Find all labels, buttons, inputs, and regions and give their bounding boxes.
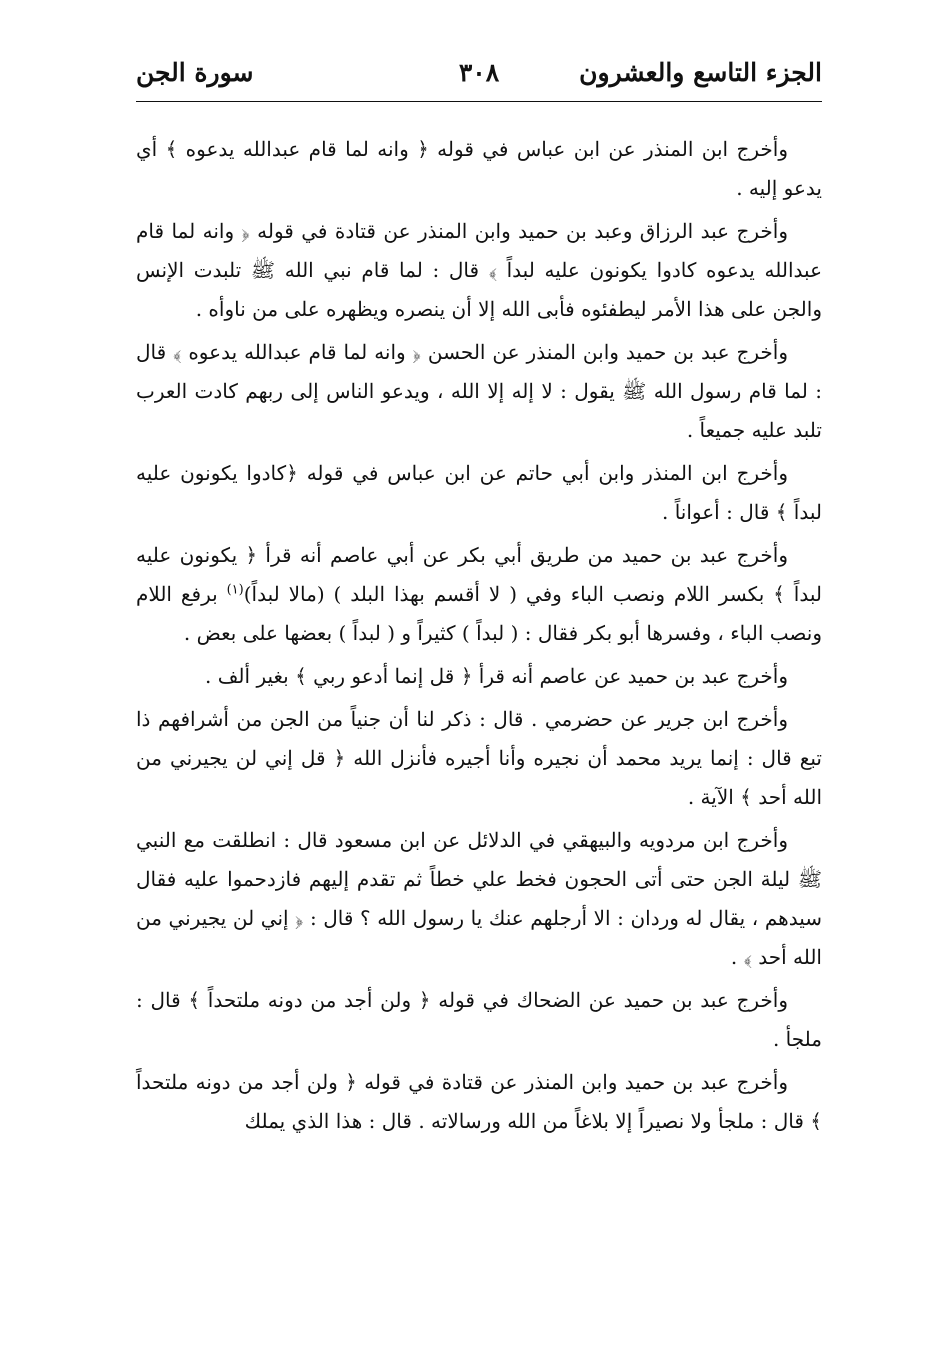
running-header <box>136 56 822 100</box>
paragraph: وأخرج عبد بن حميد عن عاصم أنه قرأ ﴿ قل إنما أدعو ربي ﴾ بغير ألف . <box>205 664 788 688</box>
paragraph: وأخرج ابن جرير عن حضرمي . قال : ذكر لنا أن جنياً من الجن من أشرافهم ذا تبع قال : إنما يريد محمد أن نجيره وأنا أجيره فأنزل الله ﴿ قل إني لن يجيرني من الله أحد ﴾ الآية . <box>136 707 822 809</box>
paragraph: وأخرج ابن المنذر عن ابن عباس في قوله ﴿ وانه لما قام عبدالله يدعوه ﴾ أي يدعو إليه . <box>136 137 822 200</box>
surah-title: سورة الجن <box>136 58 254 87</box>
paragraph-text-tail: برفع اللام ونصب الباء ، وفسرها أبو بكر فقال : ( لبداً ) كثيراً و ( لبداً ) بعضها على بعض . <box>136 582 822 645</box>
paragraph: وأخرج عبد بن حميد عن الضحاك في قوله ﴿ ولن أجد من دونه ملتحداً ﴾ قال : ملجأ . <box>136 988 822 1051</box>
footnote-marker: (١) <box>226 582 244 598</box>
paragraph: وأخرج عبد بن حميد وابن المنذر عن الحسن ﴿ وانه لما قام عبدالله يدعوه ﴾ قال : لما قام رسول الله ﷺ يقول : لا إله إلا الله ، ويدعو الناس إلى ربهم كادت العرب تلبد عليه جميعاً . <box>136 340 822 442</box>
paragraph: وأخرج عبد الرزاق وعبد بن حميد وابن المنذر عن قتادة في قوله ﴿ وانه لما قام عبدالله يدعوه كادوا يكونون عليه لبداً ﴾ قال : لما قام نبي الله ﷺ تلبدت الإنس والجن على هذا الأمر ليطفئوه فأبى الله إلا أن ينصره ويظهره على من ناوأه . <box>136 219 823 321</box>
paragraph: وأخرج ابن المنذر وابن أبي حاتم عن ابن عباس في قوله ﴿كادوا يكونون عليه لبداً ﴾ قال : أعواناً . <box>136 461 822 524</box>
page-body <box>136 130 822 1145</box>
paragraph <box>136 536 822 653</box>
paragraph-text: وأخرج عبد بن حميد من طريق أبي بكر عن أبي عاصم أنه قرأ ﴿ يكونون عليه لبداً ﴾ بكسر اللام ونصب الباء وفي ( لا أقسم بهذا البلد ) (مالا لبداً) <box>136 543 822 606</box>
paragraph: وأخرج عبد بن حميد وابن المنذر عن قتادة في قوله ﴿ ولن أجد من دونه ملتحداً ﴾ قال : ملجأ ولا نصيراً إلا بلاغاً من الله ورسالاته . قال : هذا الذي يملك <box>136 1070 822 1133</box>
header-rule <box>136 101 822 102</box>
part-title: الجزء التاسع والعشرون <box>579 58 822 87</box>
page-number: ٣٠٨ <box>458 58 500 87</box>
paragraph: وأخرج ابن مردويه والبيهقي في الدلائل عن ابن مسعود قال : انطلقت مع النبي ﷺ ليلة الجن حتى أتى الحجون فخط علي خطاً ثم تقدم إليهم فازدحموا عليه فقال سيدهم ، يقال له وردان : الا أرجلهم عنك يا رسول الله ؟ قال : ﴿ إني لن يجيرني من الله أحد ﴾ . <box>136 828 822 969</box>
